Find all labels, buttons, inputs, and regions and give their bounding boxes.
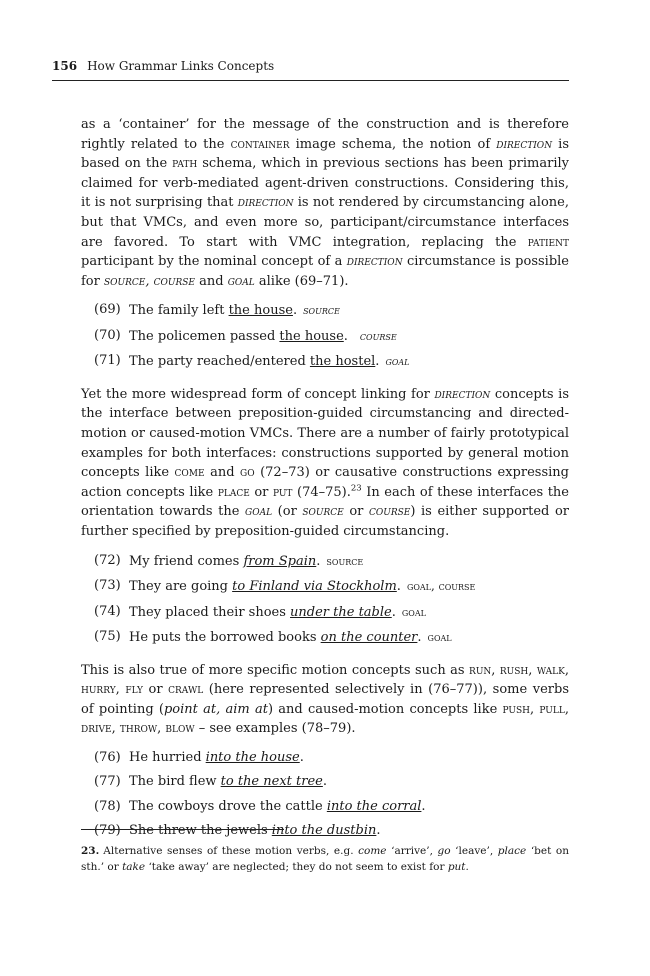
example-item (81, 298, 569, 324)
example-tag: source (303, 303, 340, 318)
text-run: Yet the more widespread form of concept linking for (81, 386, 435, 402)
example-text: . (391, 604, 396, 620)
example-text: He puts the borrowed books (129, 630, 321, 646)
example-item (81, 770, 569, 795)
small-caps-term: put (272, 484, 293, 500)
small-caps-term: direction (434, 386, 491, 402)
header-rule (52, 80, 569, 81)
text-run: ‘bet on sth.’ or (81, 845, 569, 873)
example-item (81, 574, 569, 600)
paragraph-1 (81, 115, 569, 291)
small-caps-term: container (230, 136, 290, 152)
text-run: as a ‘container’ for the message of the construction and is therefore rightly related to the (81, 117, 569, 152)
example-number: (71) (94, 353, 121, 369)
example-underlined: under the table (290, 604, 392, 620)
italic-term: go (437, 845, 451, 857)
example-tag: course (359, 328, 397, 343)
page-number: 156 (52, 59, 78, 73)
text-run: (74–75). (292, 484, 351, 500)
small-caps-term: place (217, 484, 250, 500)
example-item (81, 746, 569, 771)
small-caps-term: crawl (168, 682, 204, 698)
example-item (81, 549, 569, 575)
example-text: . (417, 630, 422, 646)
example-text: They are going (129, 579, 233, 595)
example-underlined: from Spain (243, 553, 317, 569)
small-caps-term: course (368, 504, 411, 520)
text-run: – see examples (78–79). (194, 721, 356, 737)
text-run: ) is either supported or further specified by preposition-guided circumstancing. (81, 504, 569, 539)
text-run: This is also true of more specific motion concepts such as (81, 662, 470, 678)
footnote-23 (81, 843, 569, 875)
small-caps-term: direction (237, 195, 294, 211)
example-item (81, 795, 569, 820)
example-item (81, 600, 569, 626)
example-number: (70) (94, 327, 121, 343)
paragraph-2 (81, 385, 569, 542)
example-underlined: to the next tree (220, 774, 323, 790)
text-run: (or (272, 504, 303, 520)
footnote-ref: 23 (350, 483, 362, 494)
example-underlined: into the dustbin (271, 823, 377, 839)
text-run: and (204, 465, 241, 481)
example-underlined: on the counter (320, 630, 418, 646)
example-number: (79) (94, 823, 121, 839)
footnote-rule (81, 829, 284, 830)
example-text: . (292, 303, 298, 319)
small-caps-term: goal (227, 273, 255, 289)
example-tag: goal (385, 354, 410, 369)
small-caps-term: direction (346, 254, 403, 270)
example-text: He hurried (129, 749, 206, 765)
text-run: or (249, 484, 273, 500)
text-run: ‘take away’ are neglected; they do not seem to exist for (145, 861, 448, 873)
example-text: The bird flew (129, 774, 221, 790)
text-run: Alternative senses of these motion verbs, e.g. (103, 845, 359, 857)
example-text: . (322, 774, 327, 790)
example-number: (75) (94, 629, 121, 645)
example-underlined: the house (228, 303, 293, 319)
footnote-number: 23. (81, 845, 100, 857)
text-run: ‘leave’, (450, 845, 498, 857)
example-text: She threw the jewels (129, 823, 272, 839)
text-run: image schema, the notion of (289, 136, 497, 152)
text-run: ‘arrive’, (386, 845, 438, 857)
example-text: . (376, 823, 381, 839)
small-caps-term: push, pull, drive, throw, blow (81, 701, 569, 737)
example-number: (73) (94, 578, 121, 594)
small-caps-term: go (240, 465, 255, 481)
text-run: alike (69–71). (254, 273, 349, 289)
small-caps-term: goal (245, 504, 273, 520)
example-list-69-71 (81, 298, 569, 375)
example-text: The party reached/entered (129, 354, 310, 370)
text-run: or (142, 682, 169, 698)
example-text: . (396, 579, 401, 595)
text-run: (72–73) or causative constructions expressing action concepts like (81, 465, 569, 500)
example-list-72-75 (81, 549, 569, 651)
example-item (81, 625, 569, 651)
example-underlined: into the house (205, 749, 300, 765)
italic-term: take (122, 861, 146, 873)
example-text: They placed their shoes (129, 604, 291, 620)
text-run: circumstance is possible for (81, 254, 569, 289)
example-text: My friend comes (129, 553, 244, 569)
small-caps-term: patient (527, 234, 569, 250)
text-run: schema, which in previous sections has been primarily claimed for verb-mediated agent-driven constructions. Considering this, it is not surprising that (81, 156, 569, 211)
italic-term: come (358, 845, 387, 857)
example-item (81, 819, 569, 844)
example-text: The cowboys drove the cattle (129, 798, 327, 814)
example-text: . (375, 354, 380, 370)
example-text: . (299, 749, 304, 765)
example-number: (76) (94, 749, 121, 765)
small-caps-term: direction (496, 136, 553, 152)
small-caps-term: path (172, 156, 198, 172)
example-tag: goal (427, 630, 452, 645)
text-run: (here represented selectively in (76–77)), some verbs of pointing ( (81, 682, 569, 717)
small-caps-term: come (174, 465, 205, 481)
small-caps-term: source (302, 504, 344, 520)
example-text: The policemen passed (129, 328, 280, 344)
example-item (81, 324, 569, 350)
example-text: . (421, 798, 426, 814)
text-run: participant by the nominal concept of a (81, 254, 347, 270)
example-number: (72) (94, 552, 121, 568)
running-title: How Grammar Links Concepts (87, 59, 275, 73)
example-item (81, 349, 569, 375)
italic-term: point at, aim at (163, 701, 268, 717)
example-number: (78) (94, 798, 121, 814)
example-underlined: to Finland via Stockholm (232, 579, 397, 595)
example-number: (77) (94, 774, 121, 790)
example-text: The family left (129, 303, 229, 319)
page-body (81, 115, 569, 854)
small-caps-term: run, rush, walk, hurry, fly (81, 662, 569, 698)
italic-term: put (447, 861, 466, 873)
text-run: In each of these interfaces the orientation towards the (81, 484, 569, 520)
example-underlined: into the corral (326, 798, 422, 814)
example-tag: source (326, 553, 364, 568)
example-tag: goal (401, 604, 426, 619)
text-run: ) and caused-motion concepts like (267, 701, 503, 717)
text-run: or (343, 504, 369, 520)
text-run: is not rendered by circumstancing alone, but that VMCs, and even more so, participant/circumstance interfaces are favored. To start with VMC integration, replacing the (81, 195, 569, 250)
example-underlined: the house (279, 328, 344, 344)
text-run: concepts is the interface between preposition-guided circumstancing and directed-motion or caused-motion VMCs. There are a number of fairly prototypical examples for both interfaces: constructions supported by general motion concepts like (81, 386, 569, 481)
running-header (52, 58, 569, 74)
paragraph-3 (81, 661, 569, 739)
example-number: (69) (94, 302, 121, 318)
example-text: . (316, 553, 321, 569)
small-caps-term: source, course (104, 273, 195, 289)
example-text: . (343, 328, 348, 344)
example-number: (74) (94, 603, 121, 619)
italic-term: place (497, 845, 527, 857)
text-run: . (465, 861, 469, 873)
example-tag: goal, course (406, 579, 476, 594)
text-run: is based on the (81, 136, 569, 172)
text-run: and (195, 273, 228, 289)
example-underlined: the hostel (309, 354, 376, 370)
